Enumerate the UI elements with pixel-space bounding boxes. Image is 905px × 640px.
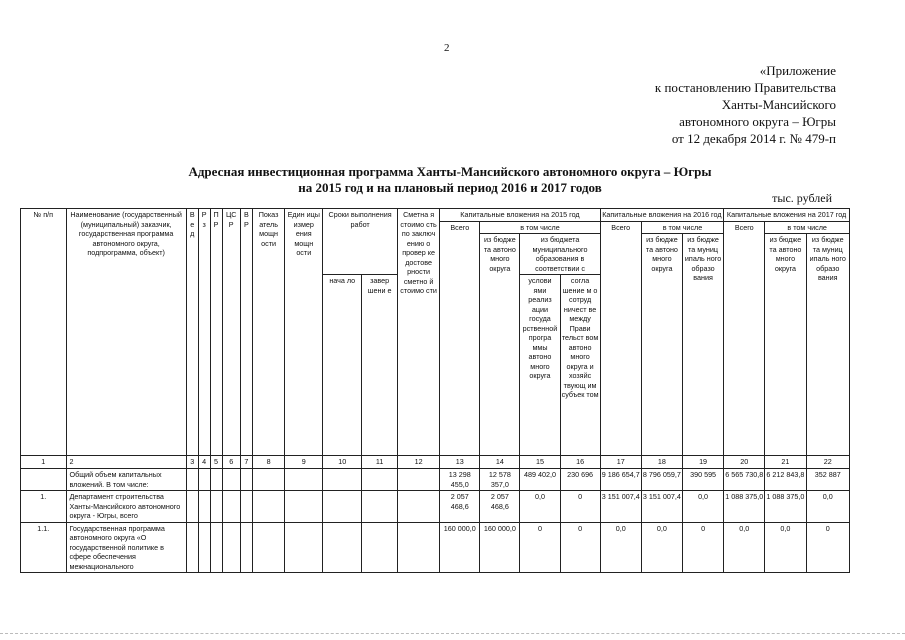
header-mun-formation-2015: из бюджета муниципального образования в соответствии с xyxy=(520,234,600,275)
header-total-2017: Всего xyxy=(724,221,765,456)
header-incl-2015: в том числе xyxy=(480,221,600,234)
row-value: 2 057 468,6 xyxy=(440,491,480,523)
header-total-2016: Всего xyxy=(600,221,641,456)
row-value: 3 151 007,4 xyxy=(600,491,641,523)
column-number: 9 xyxy=(285,456,323,469)
row-value: 0 xyxy=(560,522,600,573)
column-number: 7 xyxy=(240,456,252,469)
row-value: 0,0 xyxy=(765,522,806,573)
row-value: 0,0 xyxy=(520,491,560,523)
header-cap-2017: Капитальные вложения на 2017 год xyxy=(724,209,850,222)
column-number: 18 xyxy=(641,456,682,469)
column-number: 10 xyxy=(323,456,362,469)
row-value: 0 xyxy=(520,522,560,573)
title-line: Адресная инвестиционная программа Ханты-Мансийского автономного округа – Югры xyxy=(188,164,712,179)
units-label: тыс. рублей xyxy=(772,191,832,205)
table-row xyxy=(21,469,850,491)
header-cond-program: услови ями реализ ации госуда рственной програ ммы автоно много округа xyxy=(520,275,560,456)
row-name: Общий объем капитальных вложений. В том числе: xyxy=(66,469,186,491)
column-number: 3 xyxy=(186,456,198,469)
header-mun-2016: из бюдже та муниц ипаль ного образо вания xyxy=(682,234,723,456)
investment-table xyxy=(20,208,850,573)
row-value: 0 xyxy=(682,522,723,573)
header-cap-2015: Капитальные вложения на 2015 год xyxy=(440,209,600,222)
column-number: 1 xyxy=(21,456,67,469)
header-ved: В е д xyxy=(186,209,198,456)
header-estimate: Сметна я стоимо сть по заключ ению о провер ке достове рности сметно й стоимо сти xyxy=(397,209,439,456)
column-number: 19 xyxy=(682,456,723,469)
column-number: 11 xyxy=(362,456,398,469)
row-value: 489 402,0 xyxy=(520,469,560,491)
header-okrug-2016: из бюдже та автоно много округа xyxy=(641,234,682,456)
header-agreements: согла шение м о сотруд ничест ве между Прави тельст вом автоно много округа и хозяйс твующ им субъек том xyxy=(560,275,600,456)
row-value: 2 057 468,6 xyxy=(480,491,520,523)
row-name: Государственная программа автономного округа «О государственной политике в сфере обеспечения межнационального xyxy=(66,522,186,573)
row-value: 6 212 843,8 xyxy=(765,469,806,491)
header-okrug-2017: из бюдже та автоно много округа xyxy=(765,234,806,456)
header-mun-2017: из бюдже та муниц ипаль ного образо вания xyxy=(806,234,850,456)
row-value: 1 088 375,0 xyxy=(765,491,806,523)
column-number: 15 xyxy=(520,456,560,469)
appendix-line: от 12 декабря 2014 г. № 479-п xyxy=(671,131,836,146)
row-value: 0 xyxy=(806,522,850,573)
appendix-line: автономного округа – Югры xyxy=(679,114,836,129)
header-total-2015: Всего xyxy=(440,221,480,456)
row-value: 0,0 xyxy=(682,491,723,523)
column-number: 21 xyxy=(765,456,806,469)
row-value: 13 298 455,0 xyxy=(440,469,480,491)
row-value: 6 565 730,8 xyxy=(724,469,765,491)
header-okrug-2015: из бюдже та автоно много округа xyxy=(480,234,520,456)
row-value: 1 088 375,0 xyxy=(724,491,765,523)
header-unit: Един ицы измер ения мощн ости xyxy=(285,209,323,456)
header-row xyxy=(21,209,850,222)
header-vr: В Р xyxy=(240,209,252,456)
column-number: 12 xyxy=(397,456,439,469)
row-value: 0,0 xyxy=(600,522,641,573)
header-start: нача ло xyxy=(323,275,362,456)
row-np xyxy=(21,469,67,491)
header-cap-2016: Капитальные вложения на 2016 год xyxy=(600,209,724,222)
appendix-line: Ханты-Мансийского xyxy=(721,97,836,112)
header-rz: Р з xyxy=(198,209,210,456)
header-csr: ЦС Р xyxy=(222,209,240,456)
appendix-block xyxy=(655,62,836,147)
row-value: 0,0 xyxy=(806,491,850,523)
row-value: 0,0 xyxy=(641,522,682,573)
column-number: 14 xyxy=(480,456,520,469)
appendix-line: к постановлению Правительства xyxy=(654,80,836,95)
header-np: № п/п xyxy=(21,209,67,456)
row-value: 0,0 xyxy=(724,522,765,573)
row-np: 1. xyxy=(21,491,67,523)
row-value: 352 887 xyxy=(806,469,850,491)
row-value: 12 578 357,0 xyxy=(480,469,520,491)
column-number: 6 xyxy=(222,456,240,469)
row-value: 8 796 059,7 xyxy=(641,469,682,491)
row-np: 1.1. xyxy=(21,522,67,573)
scan-edge xyxy=(0,633,905,634)
row-value: 9 186 654,7 xyxy=(600,469,641,491)
column-number: 2 xyxy=(66,456,186,469)
column-number: 22 xyxy=(806,456,850,469)
column-number-row xyxy=(21,456,850,469)
row-value: 390 595 xyxy=(682,469,723,491)
row-value: 160 000,0 xyxy=(440,522,480,573)
column-number: 16 xyxy=(560,456,600,469)
header-terms: Сроки выполнения работ xyxy=(323,209,398,275)
appendix-line: «Приложение xyxy=(759,63,836,78)
column-number: 17 xyxy=(600,456,641,469)
row-value: 0 xyxy=(560,491,600,523)
header-pr: П Р xyxy=(210,209,222,456)
header-incl-2017: в том числе xyxy=(765,221,850,234)
column-number: 20 xyxy=(724,456,765,469)
document-title xyxy=(150,164,750,196)
column-number: 4 xyxy=(198,456,210,469)
row-value: 230 696 xyxy=(560,469,600,491)
row-value: 160 000,0 xyxy=(480,522,520,573)
table-row xyxy=(21,522,850,573)
header-power: Показ атель мощн ости xyxy=(252,209,285,456)
row-value: 3 151 007,4 xyxy=(641,491,682,523)
column-number: 5 xyxy=(210,456,222,469)
header-name: Наименование (государственный (муниципальный) заказчик, государственная программа автономного округа, подпрограмма, объект) xyxy=(66,209,186,456)
header-incl-2016: в том числе xyxy=(641,221,723,234)
column-number: 13 xyxy=(440,456,480,469)
column-number: 8 xyxy=(252,456,285,469)
page-number: 2 xyxy=(444,42,450,54)
table-row xyxy=(21,491,850,523)
row-name: Департамент строительства Ханты-Мансийского автономного округа - Югры, всего xyxy=(66,491,186,523)
header-end: завер шени е xyxy=(362,275,398,456)
title-line: на 2015 год и на плановый период 2016 и 2017 годов xyxy=(298,180,602,195)
